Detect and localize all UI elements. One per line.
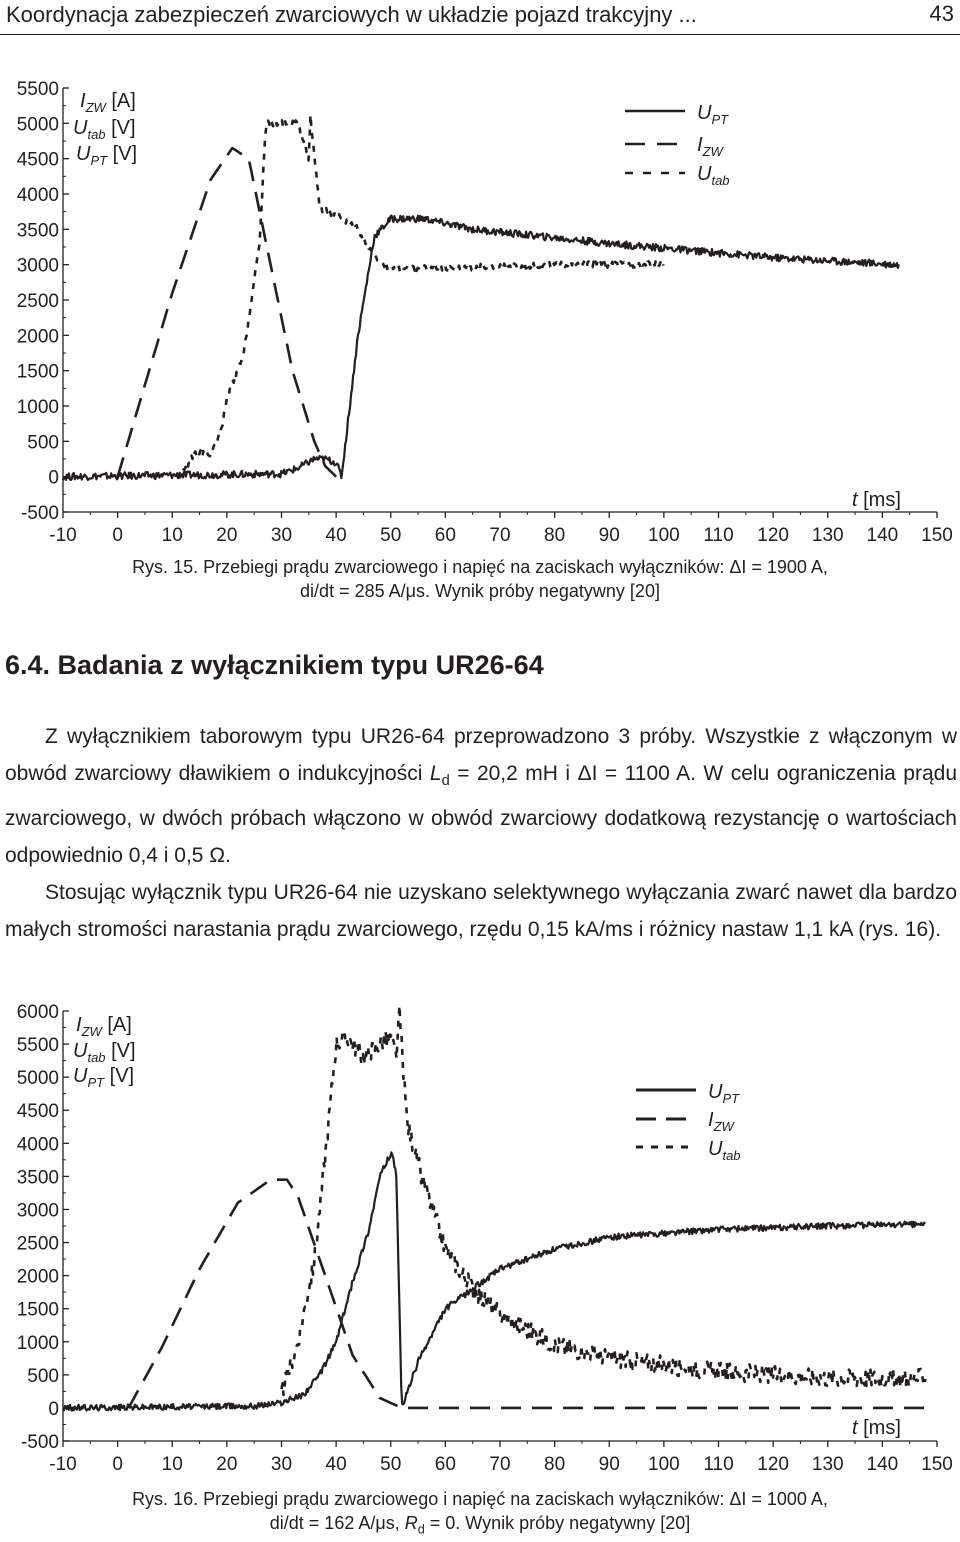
y-tick-label: 2500 — [16, 1233, 59, 1255]
x-tick-label: 100 — [648, 525, 680, 546]
x-tick-label: 60 — [434, 1454, 456, 1475]
ylabel-utab: $U_{tab}$ [V] — [73, 1040, 136, 1065]
caption-line: di/dt = 162 A/μs, $R_d = 0$. Wynik próby negatywny [20] — [269, 1513, 691, 1537]
x-tick-label: 60 — [434, 525, 456, 546]
x-tick-label: 50 — [380, 1454, 402, 1475]
xaxis-label: t [ms] — [852, 489, 901, 511]
series-line-utab — [282, 1005, 926, 1395]
x-tick-label: 10 — [161, 1454, 183, 1475]
x-tick-label: 30 — [270, 525, 293, 546]
y-tick-label: 1000 — [16, 1332, 59, 1354]
x-tick-label: 90 — [598, 1454, 620, 1475]
x-tick-label: 20 — [216, 1454, 238, 1475]
body-text — [5, 718, 957, 948]
y-tick-label: 2000 — [16, 326, 59, 348]
y-tick-label: 3000 — [16, 255, 59, 277]
x-tick-label: 50 — [380, 525, 402, 546]
y-tick-label: 4500 — [16, 149, 59, 171]
x-tick-label: 90 — [598, 525, 620, 546]
x-tick-label: 40 — [325, 525, 347, 546]
figure-15-chart — [0, 34, 960, 546]
y-tick-label: 4500 — [16, 1101, 59, 1123]
running-title: Koordynacja zabezpieczeń zwarciowych w układzie pojazd trakcyjny ... — [6, 2, 697, 27]
section-heading: 6.4. Badania z wyłącznikiem typu UR26-64 — [5, 650, 544, 680]
x-tick-label: -10 — [49, 525, 77, 546]
x-tick-label: 40 — [325, 1454, 347, 1475]
y-tick-label: 4000 — [16, 1134, 59, 1156]
caption-line: di/dt = 285 A/μs. Wynik próby negatywny [20] — [300, 581, 660, 601]
x-tick-label: 30 — [270, 1454, 293, 1475]
y-tick-label: 2000 — [16, 1266, 59, 1288]
x-tick-label: 0 — [112, 1454, 123, 1475]
legend — [625, 102, 730, 188]
ylabel-upt: $U_{PT}$ [V] — [73, 1065, 135, 1090]
x-tick-label: 130 — [811, 525, 844, 546]
y-tick-label: 6000 — [16, 1002, 59, 1023]
y-tick-label: 3000 — [16, 1200, 59, 1222]
x-tick-label: 140 — [866, 1454, 899, 1475]
x-tick-label: 120 — [757, 1454, 789, 1475]
y-tick-label: 2500 — [16, 291, 59, 312]
ylabel-upt: $U_{PT}$ [V] — [76, 143, 138, 168]
page-number: 43 — [929, 1, 954, 26]
y-tick-label: 500 — [27, 432, 59, 454]
y-tick-label: 5000 — [16, 114, 59, 136]
legend-label-upt: $U_{PT}$ — [697, 102, 729, 127]
x-tick-label: 10 — [161, 525, 183, 546]
x-tick-label: 20 — [216, 525, 238, 546]
y-tick-label: 3500 — [16, 220, 59, 242]
y-tick-label: 0 — [48, 467, 59, 489]
x-tick-label: 110 — [703, 1454, 734, 1475]
y-tick-label: 0 — [48, 1398, 59, 1420]
ylabel-utab: $U_{tab}$ [V] — [73, 117, 136, 142]
y-tick-label: 1500 — [16, 361, 59, 383]
xaxis-label: t [ms] — [852, 1417, 901, 1439]
legend-label-utab: $U_{tab}$ — [697, 163, 730, 188]
figure-16-caption — [0, 1487, 960, 1542]
legend-label-utab: $U_{tab}$ — [708, 1138, 741, 1163]
figure-15-caption — [0, 555, 960, 603]
ylabel-izw: $I_{ZW}$ [A] — [80, 90, 136, 115]
x-tick-label: -10 — [49, 1454, 77, 1475]
x-tick-label: 70 — [489, 1454, 511, 1475]
y-tick-label: 5500 — [16, 79, 59, 100]
legend-label-upt: $U_{PT}$ — [708, 1081, 740, 1106]
x-tick-label: 70 — [489, 525, 511, 546]
x-tick-label: 100 — [648, 1454, 680, 1475]
y-tick-label: 4000 — [16, 185, 59, 206]
caption-line: Rys. 16. Przebiegi prądu zwarciowego i napięć na zaciskach wyłączników: ΔI = 1000 A, — [132, 1489, 828, 1509]
x-tick-label: 130 — [811, 1454, 844, 1475]
series-line-upt — [63, 216, 899, 481]
legend — [636, 1081, 741, 1163]
x-tick-label: 80 — [544, 1454, 566, 1475]
x-tick-label: 0 — [112, 525, 123, 546]
y-tick-label: 3500 — [16, 1167, 59, 1189]
y-tick-label: 5000 — [16, 1068, 59, 1090]
x-tick-label: 150 — [921, 1454, 953, 1475]
y-tick-label: 1000 — [16, 397, 59, 418]
page-header — [0, 0, 960, 35]
legend-label-izw: $I_{ZW}$ — [708, 1109, 734, 1134]
paragraph-2: Stosując wyłącznik typu UR26-64 nie uzyskano selektywnego wyłączania zwarć nawet dla bardzo małych stromości narastania prądu zwarciowego, rzędu 0,15 kA/ms i różnicy nastaw 1,1 kA (rys. 16). — [5, 881, 957, 942]
y-tick-label: -500 — [20, 503, 59, 524]
series-line-izw — [129, 1180, 927, 1408]
paragraph-1: Z wyłącznikiem taborowym typu UR26-64 przeprowadzono 3 próby. Wszystkie z włączonym w obwód zwarciowy dławikiem o indukcyjności $L_d = 20,2$ mH i ΔI = 1100 A. W celu ograniczenia prądu zwarciowego, w dwóch próbach włączono w obwód zwarciowy dodatkową rezystancję o wartościach odpowiednio 0,4 i 0,5 Ω. — [5, 725, 957, 868]
x-tick-label: 120 — [757, 525, 789, 546]
x-tick-label: 150 — [921, 525, 953, 546]
series-line-izw — [118, 148, 337, 477]
figure-16-chart — [0, 995, 960, 1483]
caption-line: Rys. 15. Przebiegi prądu zwarciowego i napięć na zaciskach wyłączników: ΔI = 1900 A, — [132, 557, 828, 577]
x-tick-label: 80 — [544, 525, 566, 546]
y-tick-label: -500 — [20, 1432, 59, 1453]
legend-label-izw: $I_{ZW}$ — [697, 134, 723, 159]
y-tick-label: 1500 — [16, 1299, 59, 1321]
y-tick-label: 500 — [27, 1365, 59, 1387]
ylabel-izw: $I_{ZW}$ [A] — [76, 1014, 132, 1039]
y-tick-label: 5500 — [16, 1035, 59, 1057]
x-tick-label: 140 — [866, 525, 899, 546]
x-tick-label: 110 — [703, 525, 734, 546]
